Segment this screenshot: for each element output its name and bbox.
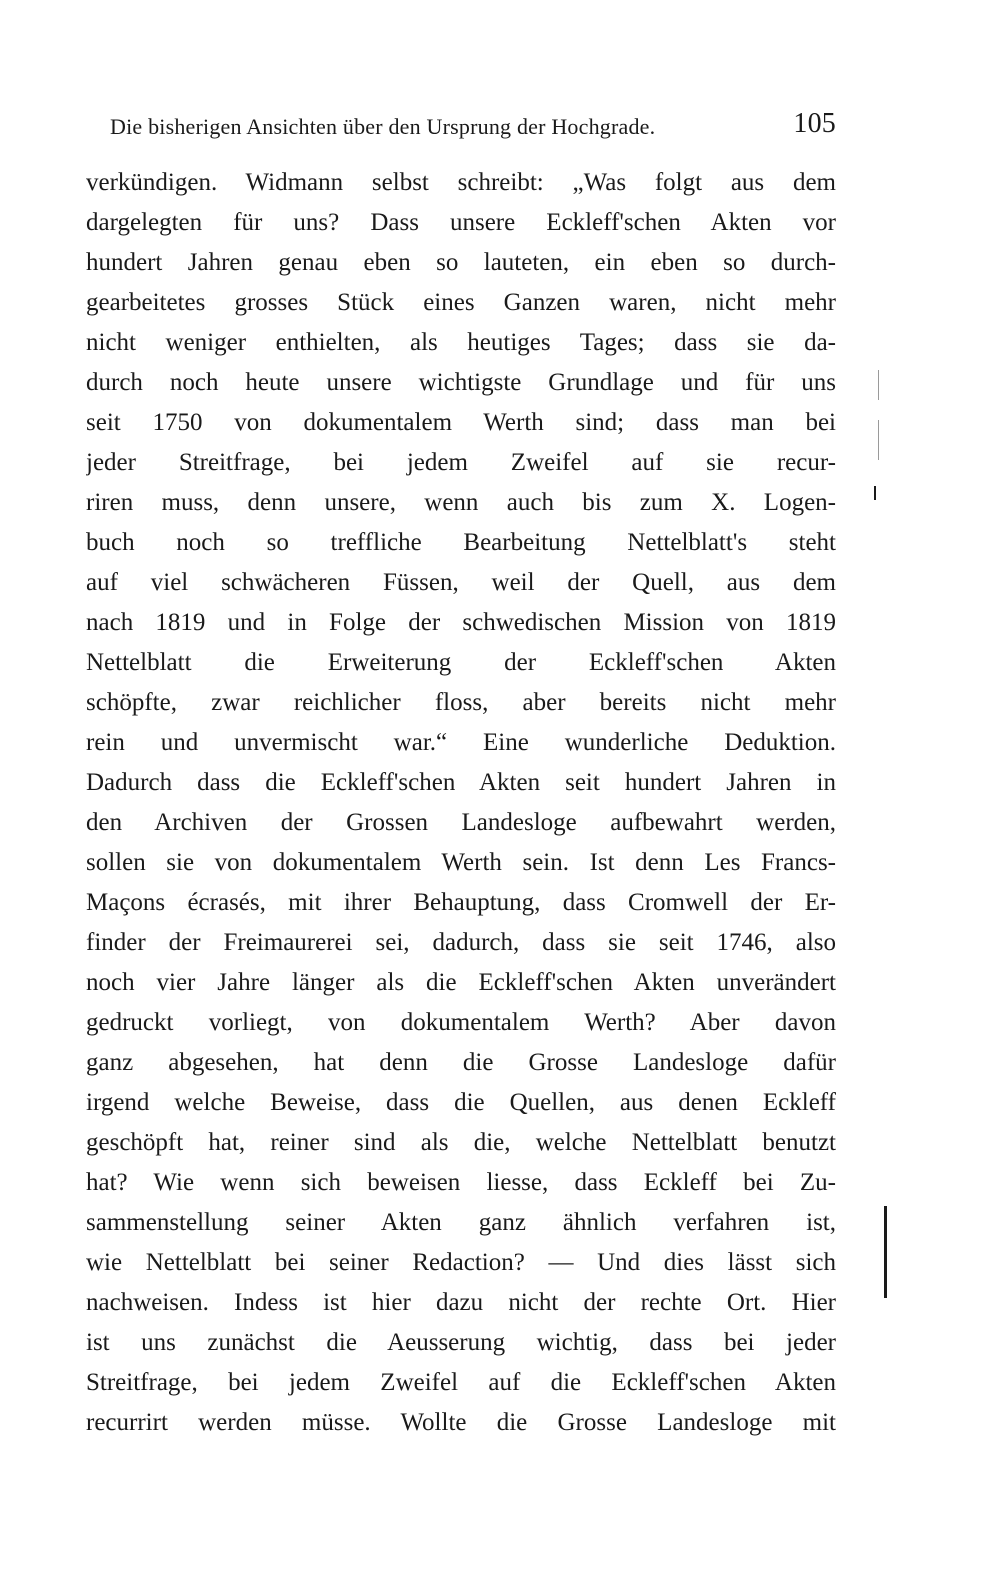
page-number: 105 xyxy=(793,108,836,139)
text-line: gedruckt vorliegt, von dokumentalem Werth? Aber davon xyxy=(86,1009,836,1036)
text-line: ist uns zunächst die Aeusserung wichtig, dass bei jeder xyxy=(86,1329,836,1356)
text-line: durch noch heute unsere wichtigste Grundlage und für uns xyxy=(86,369,836,396)
margin-mark xyxy=(878,420,879,460)
text-line: hat? Wie wenn sich beweisen liesse, dass Eckleff bei Zu- xyxy=(86,1169,836,1196)
text-line: riren muss, denn unsere, wenn auch bis zum X. Logen- xyxy=(86,489,836,516)
body-text xyxy=(86,163,836,1443)
text-line: jeder Streitfrage, bei jedem Zweifel auf sie recur- xyxy=(86,449,836,476)
text-line: seit 1750 von dokumentalem Werth sind; dass man bei xyxy=(86,409,836,436)
text-line: geschöpft hat, reiner sind als die, welche Nettelblatt benutzt xyxy=(86,1129,836,1156)
text-line: buch noch so treffliche Bearbeitung Nettelblatt's steht xyxy=(86,529,836,556)
text-line: wie Nettelblatt bei seiner Redaction? — Und dies lässt sich xyxy=(86,1249,836,1276)
text-line: Maçons écrasés, mit ihrer Behauptung, dass Cromwell der Er- xyxy=(86,889,836,916)
running-header xyxy=(110,108,836,144)
text-line: rein und unvermischt war.“ Eine wunderliche Deduktion. xyxy=(86,729,836,756)
running-title: Die bisherigen Ansichten über den Ursprung der Hochgrade. xyxy=(110,114,656,139)
text-line: nachweisen. Indess ist hier dazu nicht der rechte Ort. Hier xyxy=(86,1289,836,1316)
text-line: nach 1819 und in Folge der schwedischen Mission von 1819 xyxy=(86,609,836,636)
text-line: schöpfte, zwar reichlicher floss, aber bereits nicht mehr xyxy=(86,689,836,716)
text-line: ganz abgesehen, hat denn die Grosse Landesloge dafür xyxy=(86,1049,836,1076)
text-line: Nettelblatt die Erweiterung der Eckleff'schen Akten xyxy=(86,649,836,676)
text-line: noch vier Jahre länger als die Eckleff'schen Akten unverändert xyxy=(86,969,836,996)
text-line: verkündigen. Widmann selbst schreibt: „Was folgt aus dem xyxy=(86,169,836,196)
text-line: recurrirt werden müsse. Wollte die Grosse Landesloge mit xyxy=(86,1409,836,1436)
text-line: dargelegten für uns? Dass unsere Eckleff'schen Akten vor xyxy=(86,209,836,236)
text-line: finder der Freimaurerei sei, dadurch, dass sie seit 1746, also xyxy=(86,929,836,956)
text-line: irgend welche Beweise, dass die Quellen, aus denen Eckleff xyxy=(86,1089,836,1116)
text-line: sollen sie von dokumentalem Werth sein. Ist denn Les Francs- xyxy=(86,849,836,876)
text-line: sammenstellung seiner Akten ganz ähnlich verfahren ist, xyxy=(86,1209,836,1236)
text-line: nicht weniger enthielten, als heutiges Tages; dass sie da- xyxy=(86,329,836,356)
text-line: Streitfrage, bei jedem Zweifel auf die Eckleff'schen Akten xyxy=(86,1369,836,1396)
margin-mark xyxy=(874,486,876,500)
text-line: gearbeitetes grosses Stück eines Ganzen waren, nicht mehr xyxy=(86,289,836,316)
margin-mark xyxy=(884,1206,887,1298)
text-line: auf viel schwächeren Füssen, weil der Quell, aus dem xyxy=(86,569,836,596)
text-line: Dadurch dass die Eckleff'schen Akten seit hundert Jahren in xyxy=(86,769,836,796)
text-line: den Archiven der Grossen Landesloge aufbewahrt werden, xyxy=(86,809,836,836)
margin-mark xyxy=(878,370,879,400)
text-line: hundert Jahren genau eben so lauteten, ein eben so durch- xyxy=(86,249,836,276)
